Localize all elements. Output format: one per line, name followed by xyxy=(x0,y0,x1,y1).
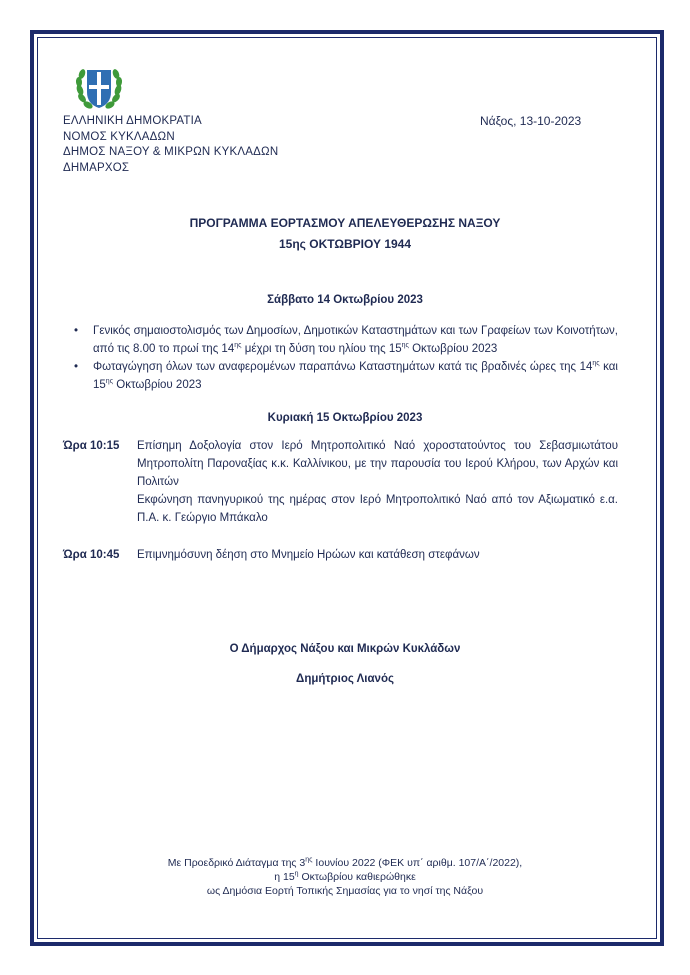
entry-time: Ώρα 10:45 xyxy=(63,549,120,561)
signatory-name: Δημήτριος Λιανός xyxy=(296,673,394,685)
document-subtitle: 15ης ΟΚΤΩΒΡΙΟΥ 1944 xyxy=(278,237,412,251)
greek-emblem-icon xyxy=(72,60,126,114)
schedule-entry xyxy=(63,437,618,527)
header-line-mayor: ΔΗΜΑΡΧΟΣ xyxy=(63,161,130,174)
document-date: Νάξος, 13-10-2023 xyxy=(480,114,582,128)
issuer-header xyxy=(63,114,278,176)
header-line-prefecture: ΝΟΜΟΣ ΚΥΚΛΑΔΩΝ xyxy=(63,130,175,143)
saturday-list xyxy=(63,322,618,394)
entry-description: Εκφώνηση πανηγυρικού της ημέρας στον Ιερό Μητροπολιτικό Ναό από τον Αξιωματικό ε.α. Π.Α. κ. Γεώργιο Μπάκαλο xyxy=(137,494,618,524)
entry-description: Επίσημη Δοξολογία στον Ιερό Μητροπολιτικό Ναό χοροστατούντος του Σεβασμιωτάτου Μητροπολίτη Παροναξίας κ.κ. Καλλίνικου, με την παρουσία του Ιερού Κλήρου, των Αρχών και Πολιτών xyxy=(137,440,618,488)
footer-note xyxy=(0,856,690,898)
header-line-municipality: ΔΗΜΟΣ ΝΑΞΟΥ & ΜΙΚΡΩΝ ΚΥΚΛΑΔΩΝ xyxy=(63,146,279,158)
sunday-heading: Κυριακή 15 Οκτωβρίου 2023 xyxy=(267,412,423,424)
list-item: • Γενικός σημαιοστολισμός των Δημοσίων, Δημοτικών Καταστημάτων και των Γραφείων των Κοινοτήτων, από τις 8.00 το πρωί της $14^{\eta\varsigma}$ μέχρι τη δύση του ηλίου της $15^{\eta\varsigma}$ Οκτωβρίου 2023 xyxy=(63,322,618,358)
entry-time: Ώρα 10:15 xyxy=(63,440,120,452)
schedule-entry xyxy=(63,546,618,564)
header-line-republic: ΕΛΛΗΝΙΚΗ ΔΗΜΟΚΡΑΤΙΑ xyxy=(63,115,202,127)
footer-line: ως Δημόσια Εορτή Τοπικής Σημασίας για το νησί της Νάξου xyxy=(206,885,484,897)
bullet-icon: • xyxy=(74,325,79,337)
saturday-heading: Σάββατο 14 Οκτωβρίου 2023 xyxy=(267,294,423,306)
signatory-role: Ο Δήμαρχος Νάξου και Μικρών Κυκλάδων xyxy=(229,643,461,655)
bullet-icon: • xyxy=(74,361,79,373)
footer-line: η $15^\eta$ Οκτωβρίου καθιερώθηκε xyxy=(274,870,416,883)
list-item: • Φωταγώγηση όλων των αναφερομένων παραπάνω Καταστημάτων κατά τις βραδινές ώρες της $14^{\eta\varsigma}$ και $15^{\eta\varsigma}$ Οκτωβρίου 2023 xyxy=(63,358,618,394)
entry-description: Επιμνημόσυνη δέηση στο Μνημείο Ηρώων και κατάθεση στεφάνων xyxy=(137,549,480,561)
footer-line: Με Προεδρικό Διάταγμα της $3^{\eta\varsigma}$ Ιουνίου 2022 (ΦΕΚ υπ΄ αριθμ. 107/Α΄/2022), xyxy=(167,856,523,869)
document-title: ΠΡΟΓΡΑΜΜΑ ΕΟΡΤΑΣΜΟΥ ΑΠΕΛΕΥΘΕΡΩΣΗΣ ΝΑΞΟΥ xyxy=(189,216,501,230)
